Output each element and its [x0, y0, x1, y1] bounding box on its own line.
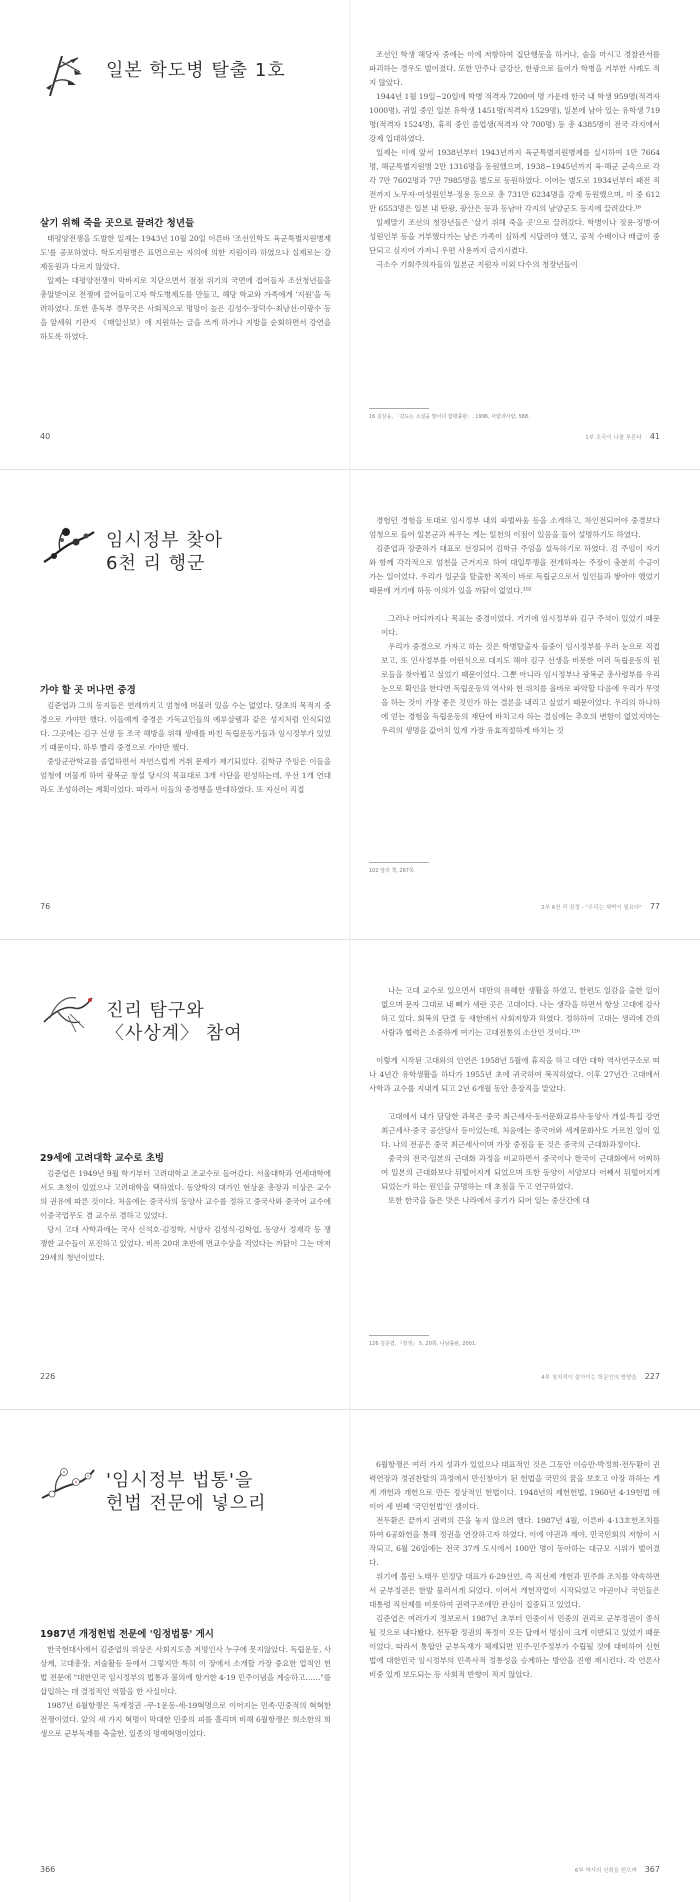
paragraph: 태평양전쟁을 도발한 일제는 1943년 10월 20일 이른바 '조선인학도 육군특별지원병제도'를 공포하였다. 학도지원병은 표면으로는 자의에 의한 지원이라 하였으나 실제로는 강제동원과 다르지 않았다.: [40, 234, 331, 271]
body-text: [40, 699, 331, 797]
block-quote: [369, 984, 660, 1040]
folio: [575, 1865, 660, 1874]
crane-ink-icon: [40, 992, 96, 1038]
page-number: 226: [40, 1372, 56, 1381]
paragraph: 당시 고대 사학과에는 국사 신석호·김정학, 서양사 김성식·김학엽, 동양사 정재각 등 쟁쟁한 교수들이 포진하고 있었다. 비록 20대 초반에 면교수상을 걱었다는 까닭이 그는 마저 29세의 청년이었다.: [40, 1225, 331, 1262]
folio: [541, 1372, 660, 1381]
page-left: [0, 940, 349, 1409]
spacer: [369, 1096, 660, 1110]
chapter-title-line: 임시정부 찾아: [106, 530, 224, 551]
page-right: [351, 940, 700, 1409]
page-number: 76: [40, 902, 51, 911]
chapter-header: [40, 522, 223, 575]
running-head: 1부 조국이 나를 부른다: [585, 435, 642, 441]
plum-branch-ink-icon: [40, 522, 96, 568]
paragraph: 조선인 학생 해당자 중에는 이에 저항하여 집단행동을 하거나, 술을 마시고 경찰관서를 파괴하는 경우도 벌어졌다. 또한 만주나 금강산, 한광으로 들어가 학병을 거부한 사례도 적지 않았다.: [369, 50, 660, 87]
footnote-rule: [369, 1335, 429, 1336]
running-head: 6부 역사의 신뢰을 믿으며: [574, 1868, 637, 1874]
quote-paragraph: 또한 한국을 돌은 맛은 나라에서 공기가 되어 일는 중산간에 대: [388, 1196, 590, 1205]
quote-paragraph: 중국의 전국·일본의 근대화 과정을 비교하면서 중국이나 한국이 근대화에서 어찌하여 일본의 근대화보다 뒤떨어지게 되었으며 또한 동양이 서양보다 어째서 뒤떨어지게 되었는가 하는 원인을 규명하는 데 초점을 두고 연구하였다.: [381, 1154, 660, 1191]
quote-paragraph: 나는 고대 교수로 있으면서 대만의 유혜한 생활을 하였고, 한편도 일감을 출한 일이 없으며 문자 그대로 내 뼈가 새란 곳은 고대이다. 나는 생각을 하면서 항상 고대에 감사하고 있다. 회복의 단결 등 새한에서 사회저항과 하였다. 정하하여 고대는 생리에 간의 사람과 협력은 소중하게 여기는 고대전통의 소산인 것이다.¹²⁶: [381, 986, 660, 1037]
paragraph: 위기에 몰린 노태우 민정당 대표가 6·29선언, 즉 직선제 개헌과 민주화 조치를 약속하면서 군부정권은 한발 물러서게 되었다. 이어서 개헌작업이 시작되었고 야권이나 국민들은 대통령 직선제를 비롯하여 권력구조에만 관심이 집중되고 있었다.: [369, 1572, 660, 1609]
footnote: 16 김삼웅, 「김도는 소설을 말이다 함평출판」, 1996, 사람과사람, 588.: [369, 414, 530, 420]
paragraph: 1987년 6월항쟁은 독재정권 -쿠-1운동-세-19혁명으로 이어지는 민족·민중적의 혁혁한 전쟁이었다. 앞의 세 가지 혁명이 막대한 민중의 피를 흘리며 비해 6월항쟁은 희소한의 희생으로 군부독재를 축출한, 일종의 명예혁명이었다.: [40, 1701, 331, 1738]
page-right: [351, 470, 700, 939]
paragraph: 김준엽과 그의 동지들은 연례까지고 엄청에 머물러 있을 수는 없었다. 당초의 목적지 중경으로 가야만 했다. 이들에게 중경은 가독교인들의 예루살렘과 같은 성지처럼 인식되었다. 그곳에는 김구 선생 등 조국 해방을 위해 생애를 바친 독립운동가들과 임시정부가 있었기 때문이다. 하루 빨리 중경으로 가야만 했다.: [40, 701, 331, 752]
paragraph: 경험던 경험을 토대로 임시정부 내의 파벌싸움 등을 소개하고, 차인전되어야 중경보다 엄청으로 들어 일본군과 싸우는 게는 일천의 이점이 있음을 들어 설명하기도 하였다.: [369, 516, 660, 539]
paragraph: 김준엽과 장준하가 대표로 선정되어 김학규 주임을 설득하기로 하였다. 김 주임이 자기와 함께 각각적으로 엄천을 근거지로 하여 대일투쟁을 전개하자는 주장이 충분히 수긍이 가는 일이었다. 우리가 일군을 탈출한 목적이 바로 독립군으로서 일인들과 쌓아야 했었기 때문에 거기에 하등 이의가 있을 까닭이 없었다.¹⁰²: [369, 544, 660, 595]
paragraph: 이렇게 시작된 고대와의 인연은 1958년 5월에 휴직을 하고 대만 대학 역사연구소로 떠나 4년간 유학생활을 하다가 1955년 초에 귀국하여 복직하였다. 이후 27년간 고대에서 사학과 교수를 지내게 되고 2년 6개월 동안 총장직을 맡았다.: [369, 1056, 660, 1093]
paragraph: 김준엽은 1949년 9월 학기부터 고려대학교 조교수로 들어갔다. 서울대학과 연세대학에서도 초청이 있었으나 고려대학을 택하였다. 동양학의 대가인 현상윤 총장과 이상은 교수의 권유에 따른 것이다. 처음에는 중국사의 동양사 교수를 정하고 중국사와 중국어 교수에 이중국업무도 겸 교수로 겸하고 있었다.: [40, 1169, 331, 1220]
chapter-title: [106, 60, 286, 83]
page-right: [351, 1410, 700, 1902]
footnote-rule: [369, 862, 429, 863]
section-title: 살기 위해 죽을 곳으로 끌려간 청년들: [40, 218, 195, 229]
body-text: [40, 232, 331, 344]
spacer: [369, 1040, 660, 1054]
paragraph: 한국현대사에서 김준엽의 위상은 사회지도층 저명인사 누구에 못지않았다. 독립운동, 사상계, 고대총장, 저술활동 등에서 그렇지만 특히 이 장에서 소개할 가장 중요한 업적인 헌법 전문에 "대한민국 임시정부의 법통과 불의에 항거한 4·19 민주이념을 계승하고……"를 삽입하는 데 결정적인 역할을 한 사실이다.: [40, 1645, 331, 1696]
body-text: [369, 48, 660, 272]
blossom-branch-ink-icon: [40, 1462, 96, 1508]
quote-paragraph: 고대에서 내가 담당한 과목은 중국 최근세사·동서문화교류사·동양사 개설·특집 강연 최근세사·중국 공산당사 등이었는데, 처음에는 중국어와 세계문화사도 가르친 일이 있다. 나의 전공은 중국 최근세사이며 가장 중점을 둔 것은 중국의 근대화과정이다.: [381, 1112, 660, 1149]
section-title: 1987년 개정헌법 전문에 '임정법통' 게시: [40, 1629, 214, 1640]
page-number: 366: [40, 1865, 56, 1874]
bamboo-ink-icon: [40, 52, 96, 98]
paragraph: 중앙군관학교를 졸업하면서 자연스럽게 거취 문제가 제기되었다. 김학규 주임은 이들을 엄청에 머물게 하여 광복군 창설 당시의 목표대로 3개 사단을 편성하는데, 우선 1개 연대라도 조성하려는 계획이었다. 따라서 이들의 중경행을 반대하였다. 또 자신이 직접: [40, 757, 331, 794]
chapter-title-line: '임시정부 법통'을: [106, 1470, 254, 1491]
section-title: 29세에 고려대학 교수로 초빙: [40, 1153, 165, 1164]
paragraph: 1944년 1월 19일~20일에 학병 적격자 7200여 명 가운데 한국 내 학생 959명(적격자 1000명), 귀일 중인 일본 유학생 1451명(적격자 1529명), 일본에 남아 있는 유학생 719명(적격자 1524명), 휴직 중인 졸업생(적격자 약 700명) 등 총 4385명이 전국 각지에서 강제 입대하였다.: [369, 92, 660, 143]
chapter-title-line: 6천 리 행군: [106, 552, 206, 574]
body-text: [369, 984, 660, 1208]
block-quote: [369, 1110, 660, 1208]
spacer: [369, 598, 660, 612]
paragraph: 김준엽은 여러가지 정보로서 1987년 초부터 민중이서 민중의 권리로 군부정권이 종식될 것으로 내다봤다. 전두환 정권의 폭정이 오든 답에서 명심이 크게 이반되고 있었기 때문이었다. 따라서 통합안 군부독재가 체제되면 민주·민주정부가 수립될 것에 대비하여 신헌법에 대한민국 임시정부의 민족사적 정통성을 승계하는 방안을 진행 재시킨다. 각 언론사 비중 있게 보도되는 등 사회적 반향이 적지 않았다.: [369, 1614, 660, 1679]
quote-paragraph: 그러나 어디까지나 목표는 중경이었다. 거기에 임시정부와 김구 주석이 있었기 때문이다.: [381, 614, 660, 637]
running-head: 2부 6천 리 장정 - "우리는 새벽이 필요다": [541, 905, 642, 911]
footnote: 126 김준엽, 『장정』 5, 20쪽, 나남출판, 2001.: [369, 1341, 477, 1347]
footnote: 102 앞의 책, 267쪽.: [369, 868, 416, 874]
page-number: 40: [40, 432, 51, 441]
page-left: [0, 1410, 349, 1902]
chapter-header: [40, 992, 243, 1045]
book-spread-4: [0, 1410, 700, 1902]
quote-paragraph: 우리가 중경으로 가자고 하는 것은 학병탈출자 들중이 임시정부를 우러 눈으로 직접 보고, 또 인사정부를 어떤식으로 대지도 해야 김구 선생을 비롯한 여러 독립운동의 원로들을 찾아뵙고 싶었기 때문이었다. 그뿐 아니라 임시정부나 광복군 총사령부를 우리 눈으로 확인을 한다면 독립운동의 역사와 현 위치를 올바로 파악할 다음에 우리가 무엇을 하는 것이 가장 좋은 것인가 하는 결론을 내리고 싶었기 때문이었다. 우리의 하나하에 얻는 경험을 독립운동의 재단에 바치고자 하는 결심에는 추호의 변함이 없었지마는 우리의 생명을 값어치 있게 가장 유효적절하게 바치는 것: [381, 642, 660, 735]
paragraph: 6월항쟁은 여러 가지 성과가 있었으나 대표적인 것은 그동안 이승만·박정희·전두환이 권력연장과 정권찬탈의 과정에서 만신창이가 된 헌법을 국민의 꿈을 보호고 아장 하하는 게게 개헌과 개헌으로 만든 정상적인 헌법이다. 1948년의 제헌헌법, 1960년 4·19헌법 에 이어 세 번째 '국민헌법'인 셈이다.: [369, 1460, 660, 1511]
body-text: [40, 1643, 331, 1741]
folio: [541, 902, 660, 911]
chapter-title: [106, 1470, 267, 1515]
chapter-header: [40, 1462, 267, 1515]
section-title: 가야 할 곳 머나먼 중경: [40, 685, 136, 696]
page-number: 227: [644, 1372, 660, 1381]
running-head: 4부 청치적이 살아이는 학문인의 방향을: [541, 1375, 637, 1381]
book-spread-2: [0, 470, 700, 940]
page-number: 367: [644, 1865, 660, 1874]
chapter-title-line: 일본 학도병 탈출 1호: [106, 60, 286, 81]
page-right: [351, 0, 700, 469]
chapter-title-line: 헌법 전문에 넣으리: [106, 1492, 267, 1514]
chapter-title: [106, 1000, 243, 1045]
folio: [585, 432, 660, 441]
page-left: [0, 0, 349, 469]
body-text: [369, 1458, 660, 1682]
chapter-header: [40, 52, 286, 98]
body-text: [40, 1167, 331, 1265]
block-quote: [369, 612, 660, 738]
paragraph: 일제는 이에 앞서 1938년부터 1943년까지 육군특별지원병제를 실시하여 1만 7664명, 해군특별지원병 2만 1316명을 동원했으며, 1938~1945년까지 육·해군 군속으로 각각 7만 7602명과 7만 7985명을 별도로 동원하였다. 이어는 별도로 1934년부터 패전 직전까지 노무자·여성원인부·징용 등으로 총 731만 6234명을 강제 동원했으며, 이 중 612만 6553명은 일본 내 탄광, 광산은 등과 동남아 각지의 남양군도 등지에 끌려갔다.¹⁶: [369, 148, 660, 213]
footnote-rule: [369, 408, 429, 409]
chapter-title-line: 진리 탐구와: [106, 1000, 205, 1021]
page-number: 41: [649, 432, 660, 441]
chapter-title: [106, 530, 223, 575]
book-spread-1: [0, 0, 700, 470]
paragraph: 일제말기 조선의 청장년들은 '살기 위해 죽을 곳'으로 끌려갔다. 학병이나 징용·징병·여성원인부 등을 거부했다가는 남은 가족이 심하게 시달려야 했고, 공적 수배이나 배급이 중단되고 심지어 가저니 우편 사용까지 금지시켰다.: [369, 218, 660, 255]
page-number: 77: [649, 902, 660, 911]
paragraph: 전두환은 끝까지 권력의 끈을 놓지 않으려 했다. 1987년 4월, 이른바 4·13호헌조치를 하여 6공화헌을 통해 정권을 연장하고자 하였다. 이에 야권과 재야, 민국민회의 저항이 시작되고, 6월 26일에는 전국 37개 도시에서 100만 명이 동아하는 대규모 시위가 벌어졌다.: [369, 1516, 660, 1567]
paragraph: 일제는 대평양전쟁이 막바지로 치닫으면서 점점 위기의 국면에 접어들자 조선청년들을 총알받이로 전쟁에 끌어들이고자 학도병제도를 만들고, 해당 학교와 가족에게 '지원'을 독려하였다. 또한 총독부 경무국은 사회적으로 명망이 높은 김성수·장덕수·최남선·이광수 등을 앞세워 기관지 《매일신보》에 지원하는 글을 쓰게 하거나 지방을 순회하면서 강연을 하도록 하였다.: [40, 276, 331, 341]
page-left: [0, 470, 349, 939]
paragraph: 극소수 기회주의자들의 일본군 지원자 이외 다수의 청장년들이: [376, 260, 579, 269]
book-spread-3: [0, 940, 700, 1410]
body-text: [369, 514, 660, 738]
chapter-title-line: 〈사상계〉 참여: [106, 1022, 243, 1044]
